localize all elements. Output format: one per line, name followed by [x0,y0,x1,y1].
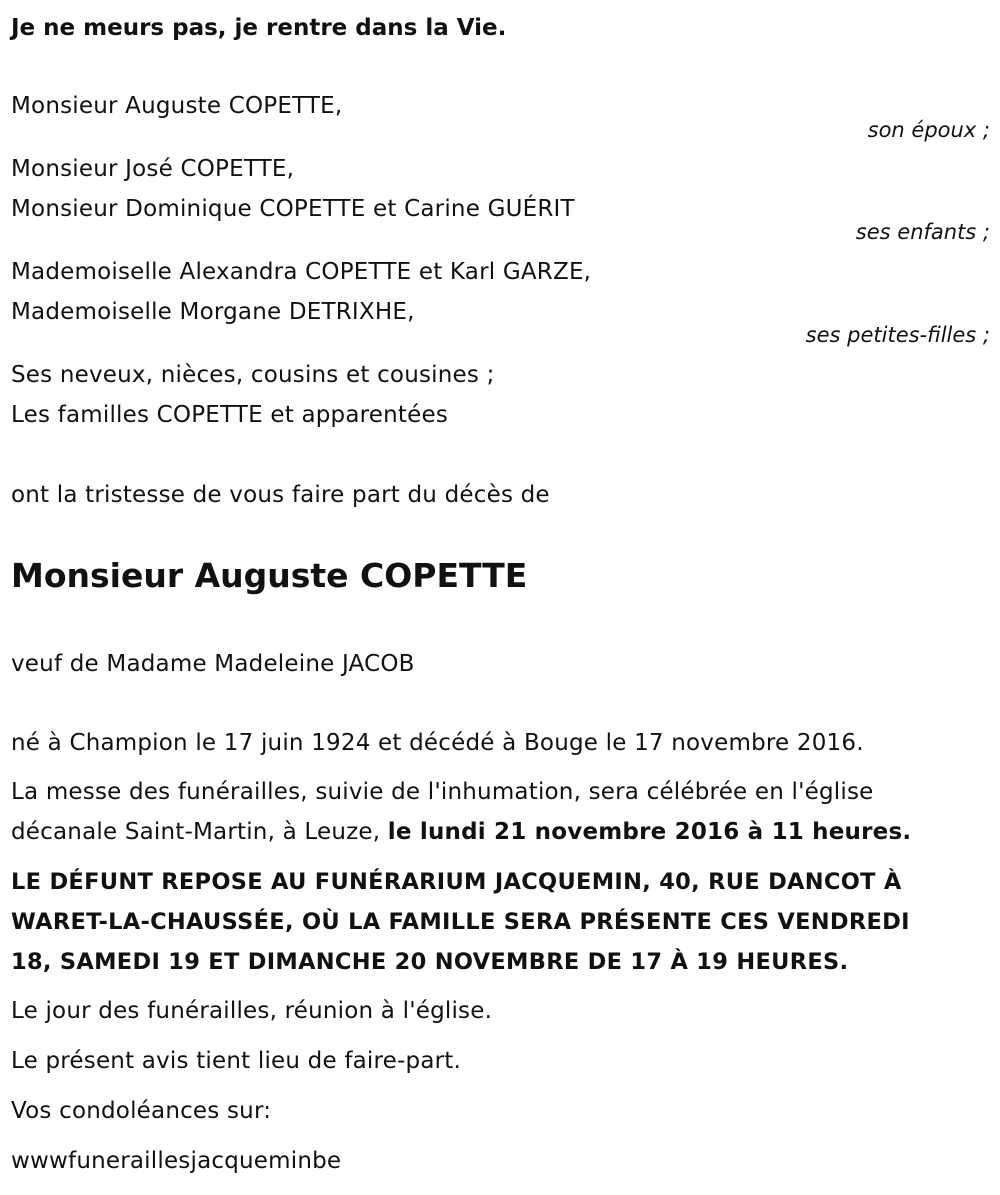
child-name-1: Monsieur José COPETTE, [11,156,295,182]
grandchild-name-1: Mademoiselle Alexandra COPETTE et Karl GARZE, [11,259,592,285]
repose-line-3: 18, SAMEDI 19 ET DIMANCHE 20 NOVEMBRE DE 17 À 19 HEURES. [11,949,849,975]
meeting-info: Le jour des funérailles, réunion à l'église. [11,998,493,1024]
condolences-website[interactable]: wwwfuneraillesjacqueminbe [11,1148,342,1174]
extended-family-2: Les familles COPETTE et apparentées [11,402,449,428]
grandchildren-role: ses petites-filles ; [805,323,990,347]
motto: Je ne meurs pas, je rentre dans la Vie. [11,15,507,41]
deceased-name: Monsieur Auguste COPETTE [11,556,528,595]
mass-line-2 [11,818,911,846]
spouse-name: Monsieur Auguste COPETTE, [11,93,343,119]
birth-death: né à Champion le 17 juin 1924 et décédé à Bouge le 17 novembre 2016. [11,730,864,756]
notice-info: Le présent avis tient lieu de faire-part. [11,1048,462,1074]
grandchild-name-2: Mademoiselle Morgane DETRIXHE, [11,299,415,325]
condolences-label: Vos condoléances sur: [11,1098,272,1124]
repose-line-2: WARET-LA-CHAUSSÉE, OÙ LA FAMILLE SERA PRÉSENTE CES VENDREDI [11,909,910,935]
repose-line-1: LE DÉFUNT REPOSE AU FUNÉRARIUM JACQUEMIN, 40, RUE DANCOT À [11,869,902,895]
mass-line-1: La messe des funérailles, suivie de l'inhumation, sera célébrée en l'église [11,779,874,805]
mass-date-time: le lundi 21 novembre 2016 à 11 heures. [387,819,912,845]
spouse-role: son époux ; [867,118,990,142]
extended-family-1: Ses neveux, nièces, cousins et cousines ; [11,362,495,388]
child-name-2: Monsieur Dominique COPETTE et Carine GUÉRIT [11,196,575,222]
announcement: ont la tristesse de vous faire part du décès de [11,482,550,508]
mass-location: décanale Saint-Martin, à Leuze, [11,819,388,845]
widow-of: veuf de Madame Madeleine JACOB [11,651,415,677]
children-role: ses enfants ; [855,220,990,244]
